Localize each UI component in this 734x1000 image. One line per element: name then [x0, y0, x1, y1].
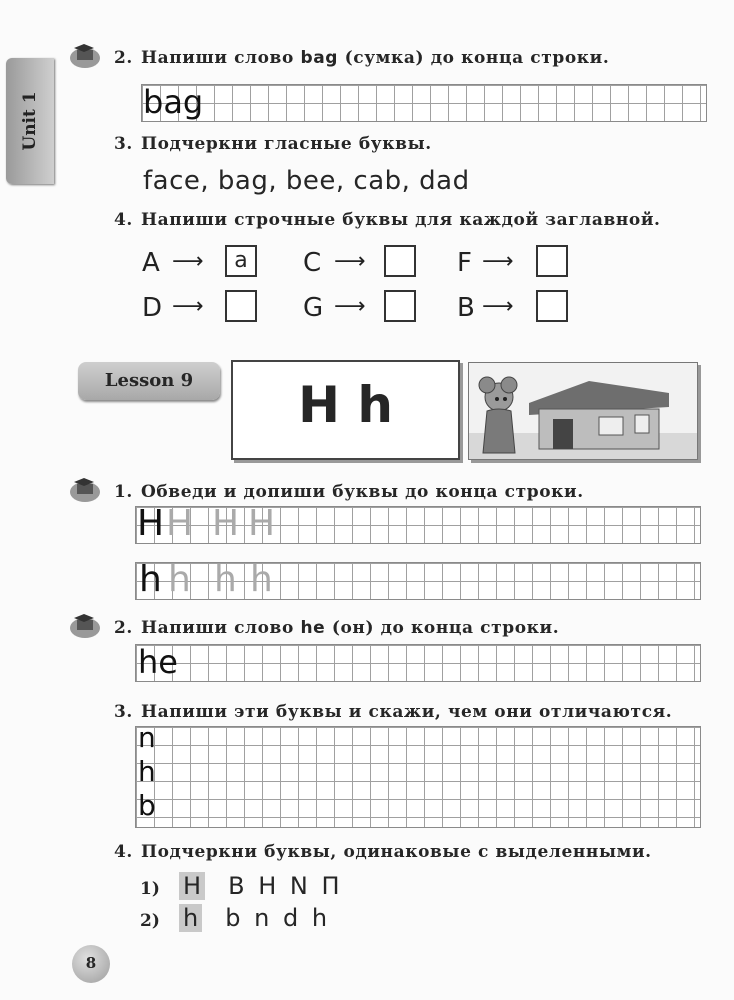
uppercase-h-trace: H [212, 503, 240, 544]
answer-box[interactable] [384, 245, 416, 277]
answer-box[interactable] [225, 290, 257, 322]
letter-options[interactable]: B H N П [228, 872, 340, 900]
arrow-right-icon: ⟶ [172, 294, 204, 319]
unit-tab-label: Unit 1 [20, 91, 40, 151]
house-mouse-illustration [468, 362, 698, 460]
letter-options[interactable]: b n d h [225, 904, 328, 932]
arrow-right-icon: ⟶ [482, 249, 514, 274]
capital-letter: C [303, 248, 322, 278]
writing-icon [68, 612, 102, 640]
lowercase-h-trace: h [168, 559, 191, 600]
answer-box[interactable] [536, 245, 568, 277]
bag-sample-word: bag [143, 83, 204, 121]
arrow-right-icon: ⟶ [482, 294, 514, 319]
writing-icon [68, 42, 102, 70]
uppercase-h-trace: H [248, 503, 276, 544]
lesson-task-4-instruction: 4. Подчеркни буквы, одинаковые с выделенными. [114, 842, 652, 862]
uppercase-h-sample: H [137, 503, 165, 544]
arrow-right-icon: ⟶ [172, 249, 204, 274]
lesson-task-2-instruction: 2. Напиши слово he (он) до конца строки. [114, 618, 560, 638]
capital-letter: D [142, 293, 163, 323]
answer-box[interactable] [536, 290, 568, 322]
illustration-art [469, 363, 697, 459]
letters-comparison-grid[interactable] [135, 721, 701, 828]
lowercase-h-trace: h [250, 559, 273, 600]
task-2-instruction: 2. Напиши слово bag (сумка) до конца строки. [114, 48, 610, 68]
he-writing-grid[interactable] [135, 644, 701, 682]
highlighted-letter: h [179, 904, 202, 932]
vowel-words[interactable]: face, bag, bee, cab, dad [143, 166, 470, 196]
letter-h-sample: h [138, 755, 156, 788]
uppercase-h-trace: H [166, 503, 194, 544]
letter-card-text: H h [298, 376, 393, 434]
lesson-tab [78, 362, 220, 400]
bag-writing-grid[interactable] [141, 84, 707, 122]
highlighted-letter: H [179, 872, 205, 900]
task-3-instruction: 3. Подчеркни гласные буквы. [114, 134, 432, 154]
unit-tab [6, 58, 54, 184]
writing-icon [68, 476, 102, 504]
lesson-task-1-instruction: 1. Обведи и допиши буквы до конца строки. [114, 482, 584, 502]
capital-letter: A [142, 248, 160, 278]
capital-letter: B [457, 293, 475, 323]
lesson-task-3-instruction: 3. Напиши эти буквы и скажи, чем они отличаются. [114, 702, 673, 722]
page-number: 8 [85, 954, 97, 972]
he-sample-word: he [138, 643, 178, 681]
answer-box[interactable]: a [225, 245, 257, 277]
row-number: 2) [140, 911, 160, 931]
capital-letter: G [303, 293, 324, 323]
lowercase-h-sample: h [139, 559, 162, 600]
arrow-right-icon: ⟶ [334, 294, 366, 319]
letter-card [231, 360, 460, 460]
match-row-1 [140, 872, 340, 900]
letter-b-sample: b [138, 789, 156, 822]
answer-box[interactable] [384, 290, 416, 322]
letter-n-sample: n [138, 721, 156, 754]
capital-letter: F [457, 248, 472, 278]
page-number-balloon [72, 945, 110, 983]
row-number: 1) [140, 879, 160, 899]
match-row-2 [140, 904, 327, 932]
lowercase-h-trace: h [214, 559, 237, 600]
arrow-right-icon: ⟶ [334, 249, 366, 274]
task-4-instruction: 4. Напиши строчные буквы для каждой заглавной. [114, 210, 661, 230]
lesson-label: Lesson 9 [104, 370, 194, 391]
